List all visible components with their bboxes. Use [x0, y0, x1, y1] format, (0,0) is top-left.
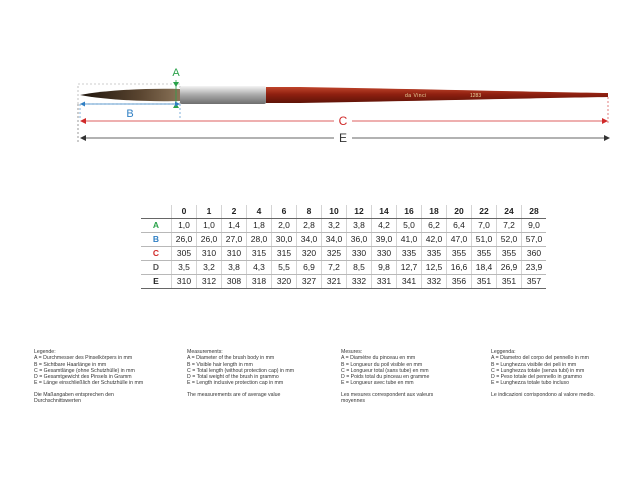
legend-line: E = Longueur avec tube en mm [341, 380, 414, 387]
table-cell: 315 [272, 247, 297, 261]
table-cell: 335 [422, 247, 447, 261]
table-cell: 12,5 [422, 261, 447, 275]
legend-german [34, 349, 184, 404]
table-cell: 6,4 [447, 219, 472, 233]
table-cell: 331 [372, 275, 397, 289]
table-cell: 360 [522, 247, 547, 261]
legend-line: B = Longueur du poil visible en mm [341, 361, 423, 368]
column-header: 16 [397, 205, 422, 219]
table-cell: 310 [197, 247, 222, 261]
table-cell: 51,0 [472, 233, 497, 247]
row-label: B [141, 233, 172, 247]
row-label: A [141, 219, 172, 233]
table-cell: 3,2 [322, 219, 347, 233]
table-cell: 355 [497, 247, 522, 261]
table-cell: 321 [322, 275, 347, 289]
legend-line: E = Länge einschließlich der Schutzhülle in mm [34, 380, 144, 387]
table-cell: 7,0 [472, 219, 497, 233]
column-header: 24 [497, 205, 522, 219]
legend-line: B = Lunghezza visibile dei peli in mm [491, 361, 577, 368]
table-cell: 308 [222, 275, 247, 289]
label-a: A [172, 67, 180, 79]
row-label: C [141, 247, 172, 261]
legend-line: C = Lunghezza totale (senza tubi) in mm [491, 367, 585, 374]
table-cell: 30,0 [272, 233, 297, 247]
column-header: 2 [222, 205, 247, 219]
table-cell: 341 [397, 275, 422, 289]
column-header: 12 [347, 205, 372, 219]
table-cell: 27,0 [222, 233, 247, 247]
table-cell: 23,9 [522, 261, 547, 275]
table-cell: 351 [497, 275, 522, 289]
table-cell: 4,3 [247, 261, 272, 275]
table-cell: 318 [247, 275, 272, 289]
table-row [141, 219, 546, 233]
table-cell: 3,5 [172, 261, 197, 275]
legend-line: D = Poids total du pinceau en gramme [341, 374, 430, 381]
table-cell: 355 [447, 247, 472, 261]
legend-line: A = Durchmesser des Pinselkörpers in mm [34, 355, 133, 362]
table-cell: 3,8 [222, 261, 247, 275]
table-cell: 3,2 [197, 261, 222, 275]
handle-brand-text: da Vinci [405, 93, 427, 99]
table-cell: 310 [222, 247, 247, 261]
column-header: 4 [247, 205, 272, 219]
table-cell: 1,4 [222, 219, 247, 233]
table-cell: 47,0 [447, 233, 472, 247]
legend-line: B = Visible hair length in mm [187, 361, 253, 368]
legend-line: B = Sichtbare Haarlänge in mm [34, 361, 107, 368]
table-cell: 5,0 [397, 219, 422, 233]
legend-italian [491, 349, 640, 398]
table-cell: 351 [472, 275, 497, 289]
table-cell: 42,0 [422, 233, 447, 247]
legend-title: Leggenda: [491, 349, 516, 355]
label-b: B [126, 108, 134, 120]
legend-french [341, 349, 491, 404]
table-cell: 356 [447, 275, 472, 289]
brush-handle [266, 87, 608, 103]
legend-line: A = Diamètre du pinceau en mm [341, 355, 416, 362]
table-cell: 6,9 [297, 261, 322, 275]
legend-note: Le indicazioni corrispondono al valore medio. [491, 391, 595, 398]
legend-note: The measurements are of average value [187, 391, 281, 398]
legend-title: Measurements: [187, 349, 223, 355]
legend-line: E = Length inclusive protection cap in mm [187, 380, 284, 387]
table-cell: 2,0 [272, 219, 297, 233]
table-cell: 332 [347, 275, 372, 289]
table-cell: 7,2 [322, 261, 347, 275]
table-cell: 1,0 [197, 219, 222, 233]
brush-ferrule [180, 86, 266, 104]
table-cell: 4,2 [372, 219, 397, 233]
table-cell: 330 [372, 247, 397, 261]
column-header: 6 [272, 205, 297, 219]
column-header: 8 [297, 205, 322, 219]
table-header-row [141, 205, 546, 219]
row-label: E [141, 275, 172, 289]
table-cell: 335 [397, 247, 422, 261]
label-c: C [338, 114, 348, 128]
table-cell: 355 [472, 247, 497, 261]
table-corner [141, 205, 172, 219]
table-cell: 28,0 [247, 233, 272, 247]
legend-line: D = Peso totale del pennello in grammo [491, 374, 582, 381]
table-cell: 305 [172, 247, 197, 261]
legend-title: Legende: [34, 349, 56, 355]
table-cell: 357 [522, 275, 547, 289]
column-header: 1 [197, 205, 222, 219]
table-cell: 8,5 [347, 261, 372, 275]
column-header: 20 [447, 205, 472, 219]
table-cell: 26,9 [497, 261, 522, 275]
table-cell: 310 [172, 275, 197, 289]
column-header: 14 [372, 205, 397, 219]
row-label: D [141, 261, 172, 275]
table-cell: 7,2 [497, 219, 522, 233]
table-cell: 39,0 [372, 233, 397, 247]
label-e: E [338, 131, 348, 145]
legend-english [187, 349, 337, 398]
table-cell: 16,6 [447, 261, 472, 275]
legend-line: E = Lunghezza totale tubo incluso [491, 380, 570, 387]
table-row [141, 275, 546, 289]
table-cell: 9,0 [522, 219, 547, 233]
legend-line: D = Gesamtgewicht des Pinsels in Gramm [34, 374, 132, 381]
legend-line: D = Total weight of the brush in grammo [187, 374, 279, 381]
table-cell: 3,8 [347, 219, 372, 233]
measurements-table [141, 205, 546, 289]
column-header: 0 [172, 205, 197, 219]
legend-title: Mesures: [341, 349, 363, 355]
table-row [141, 247, 546, 261]
table-cell: 332 [422, 275, 447, 289]
table-cell: 41,0 [397, 233, 422, 247]
table-cell: 34,0 [297, 233, 322, 247]
table-cell: 9,8 [372, 261, 397, 275]
table-cell: 57,0 [522, 233, 547, 247]
table-cell: 327 [297, 275, 322, 289]
table-cell: 26,0 [172, 233, 197, 247]
table-cell: 325 [322, 247, 347, 261]
column-header: 10 [322, 205, 347, 219]
table-cell: 52,0 [497, 233, 522, 247]
table-cell: 320 [297, 247, 322, 261]
table-cell: 312 [197, 275, 222, 289]
table-cell: 5,5 [272, 261, 297, 275]
column-header: 22 [472, 205, 497, 219]
table-cell: 12,7 [397, 261, 422, 275]
handle-code-text: 1283 [470, 93, 482, 99]
table-cell: 1,8 [247, 219, 272, 233]
legend-note: Die Maßangaben entsprechen den Durchschnittswerten [34, 391, 114, 405]
table-cell: 34,0 [322, 233, 347, 247]
brush-diagram [0, 0, 640, 160]
table-cell: 2,8 [297, 219, 322, 233]
column-header: 18 [422, 205, 447, 219]
legend-line: C = Total length (without protection cap) in mm [187, 367, 295, 374]
table-row [141, 233, 546, 247]
table-cell: 26,0 [197, 233, 222, 247]
column-header: 28 [522, 205, 547, 219]
table-cell: 315 [247, 247, 272, 261]
legend-line: C = Longueur total (sans tube) en mm [341, 367, 429, 374]
table-cell: 36,0 [347, 233, 372, 247]
table-cell: 320 [272, 275, 297, 289]
table-cell: 1,0 [172, 219, 197, 233]
table-cell: 6,2 [422, 219, 447, 233]
legend-line: A = Diameter of the brush body in mm [187, 355, 275, 362]
legend-note: Les mesures correspondent aux valeurs moyennes [341, 391, 434, 405]
brush-hair [80, 89, 180, 102]
table-cell: 18,4 [472, 261, 497, 275]
legend-line: A = Diametro del corpo del pennello in mm [491, 355, 589, 362]
measurements-table-wrap [141, 205, 561, 289]
table-row [141, 261, 546, 275]
table-cell: 330 [347, 247, 372, 261]
legend-line: C = Gesamtlänge (ohne Schutzhülle) in mm [34, 367, 135, 374]
